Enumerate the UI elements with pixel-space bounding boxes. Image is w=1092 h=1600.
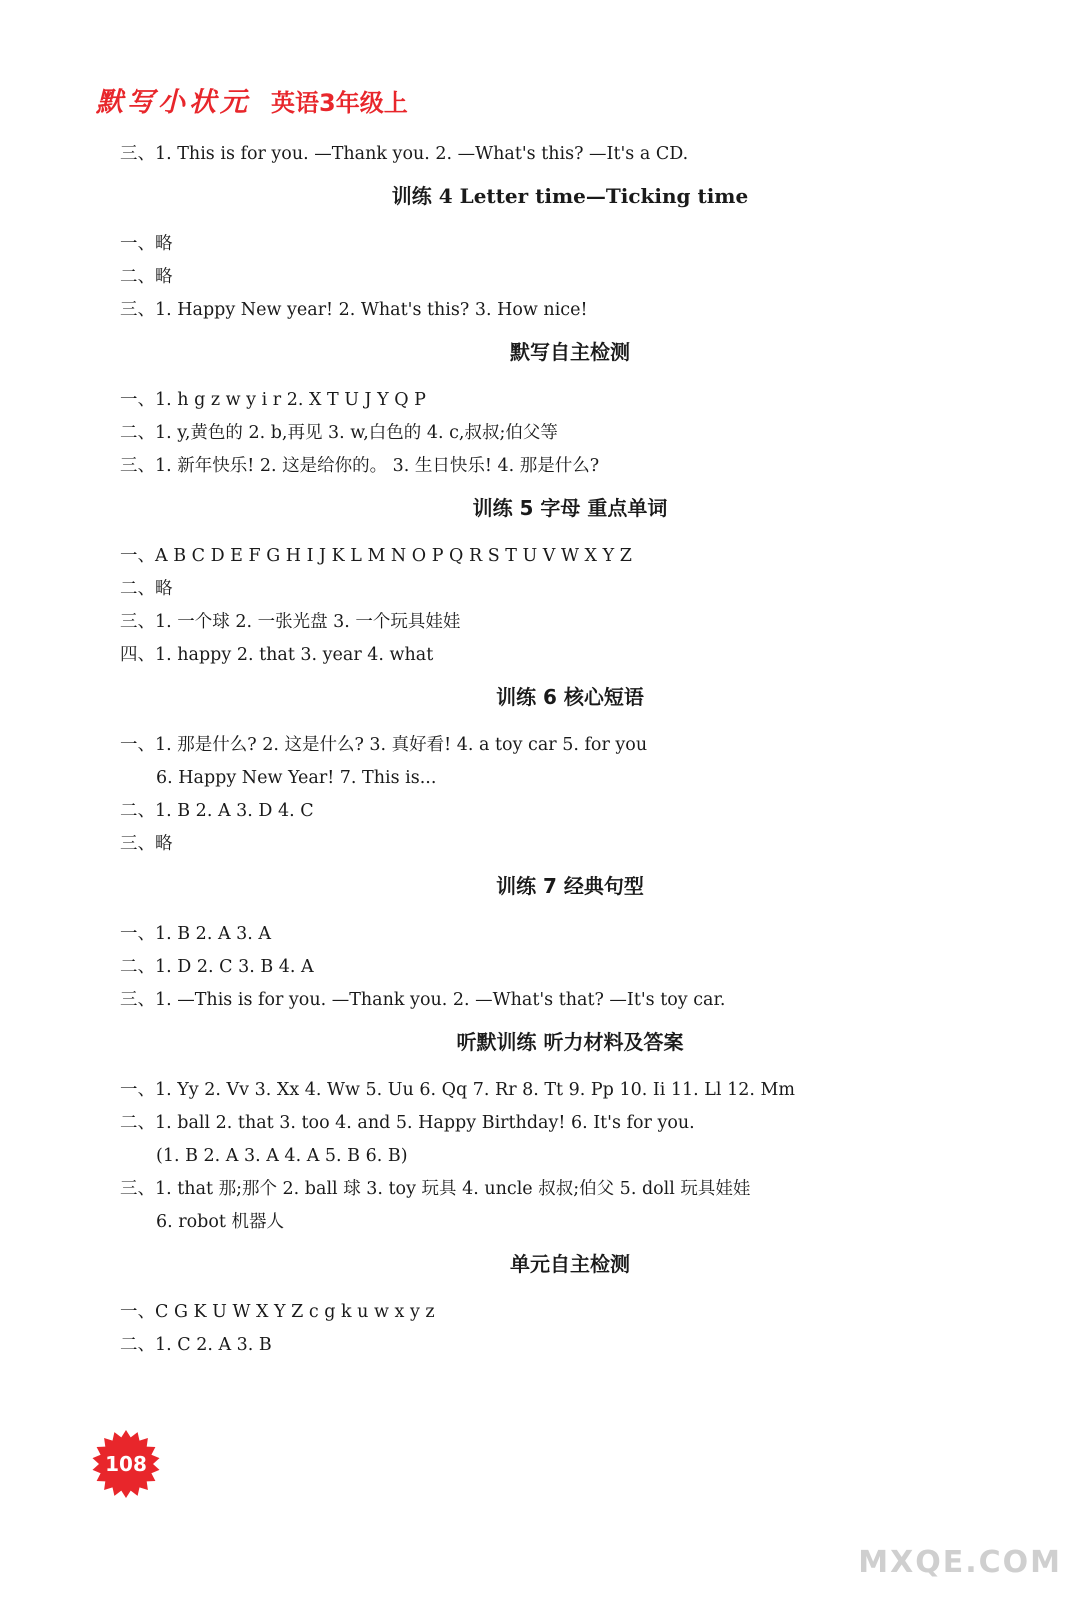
section-title: 默写自主检测 [510, 340, 630, 364]
answer-line: 一、1. B 2. A 3. A [120, 924, 272, 944]
answer-line: 三、1. This is for you. —Thank you. 2. —What's this? —It's a CD. [120, 144, 689, 164]
section-title: 训练 5 字母 重点单词 [472, 496, 668, 520]
answer-line: 二、1. B 2. A 3. D 4. C [120, 801, 314, 821]
page-number: 108 [105, 1452, 147, 1476]
answer-line: 三、1. that 那;那个 2. ball 球 3. toy 玩具 4. uncle 叔叔;伯父 5. doll 玩具娃娃 [120, 1179, 751, 1199]
answer-line: (1. B 2. A 3. A 4. A 5. B 6. B) [156, 1146, 408, 1166]
section-title: 听默训练 听力材料及答案 [456, 1030, 684, 1054]
answer-line: 二、1. ball 2. that 3. too 4. and 5. Happy Birthday! 6. It's for you. [120, 1113, 695, 1133]
answer-line: 一、1. h g z w y i r 2. X T U J Y Q P [120, 390, 426, 410]
answer-line: 6. Happy New Year! 7. This is... [156, 768, 437, 788]
section-title: 单元自主检测 [510, 1252, 630, 1276]
answer-line: 二、1. C 2. A 3. B [120, 1335, 272, 1355]
answer-line: 三、1. 一个球 2. 一张光盘 3. 一个玩具娃娃 [120, 612, 461, 632]
answer-line: 二、略 [120, 267, 173, 287]
book-title: 英语3年级上 [271, 89, 408, 117]
answer-line: 一、C G K U W X Y Z c g k u w x y z [120, 1302, 435, 1322]
answer-line: 二、略 [120, 579, 173, 599]
answer-content [120, 138, 1020, 1362]
section-title: 训练 6 核心短语 [496, 685, 644, 709]
answer-line: 四、1. happy 2. that 3. year 4. what [120, 645, 434, 665]
answer-line: 6. robot 机器人 [156, 1212, 284, 1232]
answer-line: 三、略 [120, 834, 173, 854]
page-number-badge [92, 1430, 160, 1498]
watermark-logo: MXQE.COM [858, 1545, 1062, 1580]
answer-line: 一、1. 那是什么? 2. 这是什么? 3. 真好看! 4. a toy car 5. for you [120, 735, 648, 755]
book-header [96, 80, 408, 119]
section-title: 训练 4 Letter time—Ticking time [391, 184, 749, 208]
brand-title: 默写小状元 [96, 87, 251, 118]
section-title: 训练 7 经典句型 [496, 874, 644, 898]
answer-line: 三、1. 新年快乐! 2. 这是给你的。 3. 生日快乐! 4. 那是什么? [120, 456, 600, 476]
answer-line: 一、1. Yy 2. Vv 3. Xx 4. Ww 5. Uu 6. Qq 7. Rr 8. Tt 9. Pp 10. Ii 11. Ll 12. Mm [120, 1080, 795, 1100]
answer-line: 二、1. D 2. C 3. B 4. A [120, 957, 314, 977]
answer-line: 一、A B C D E F G H I J K L M N O P Q R S T U V W X Y Z [120, 546, 632, 566]
answer-line: 三、1. —This is for you. —Thank you. 2. —What's that? —It's toy car. [120, 990, 726, 1010]
answer-line: 二、1. y,黄色的 2. b,再见 3. w,白色的 4. c,叔叔;伯父等 [120, 423, 558, 443]
answer-line: 一、略 [120, 234, 173, 254]
answer-line: 三、1. Happy New year! 2. What's this? 3. How nice! [120, 300, 588, 320]
